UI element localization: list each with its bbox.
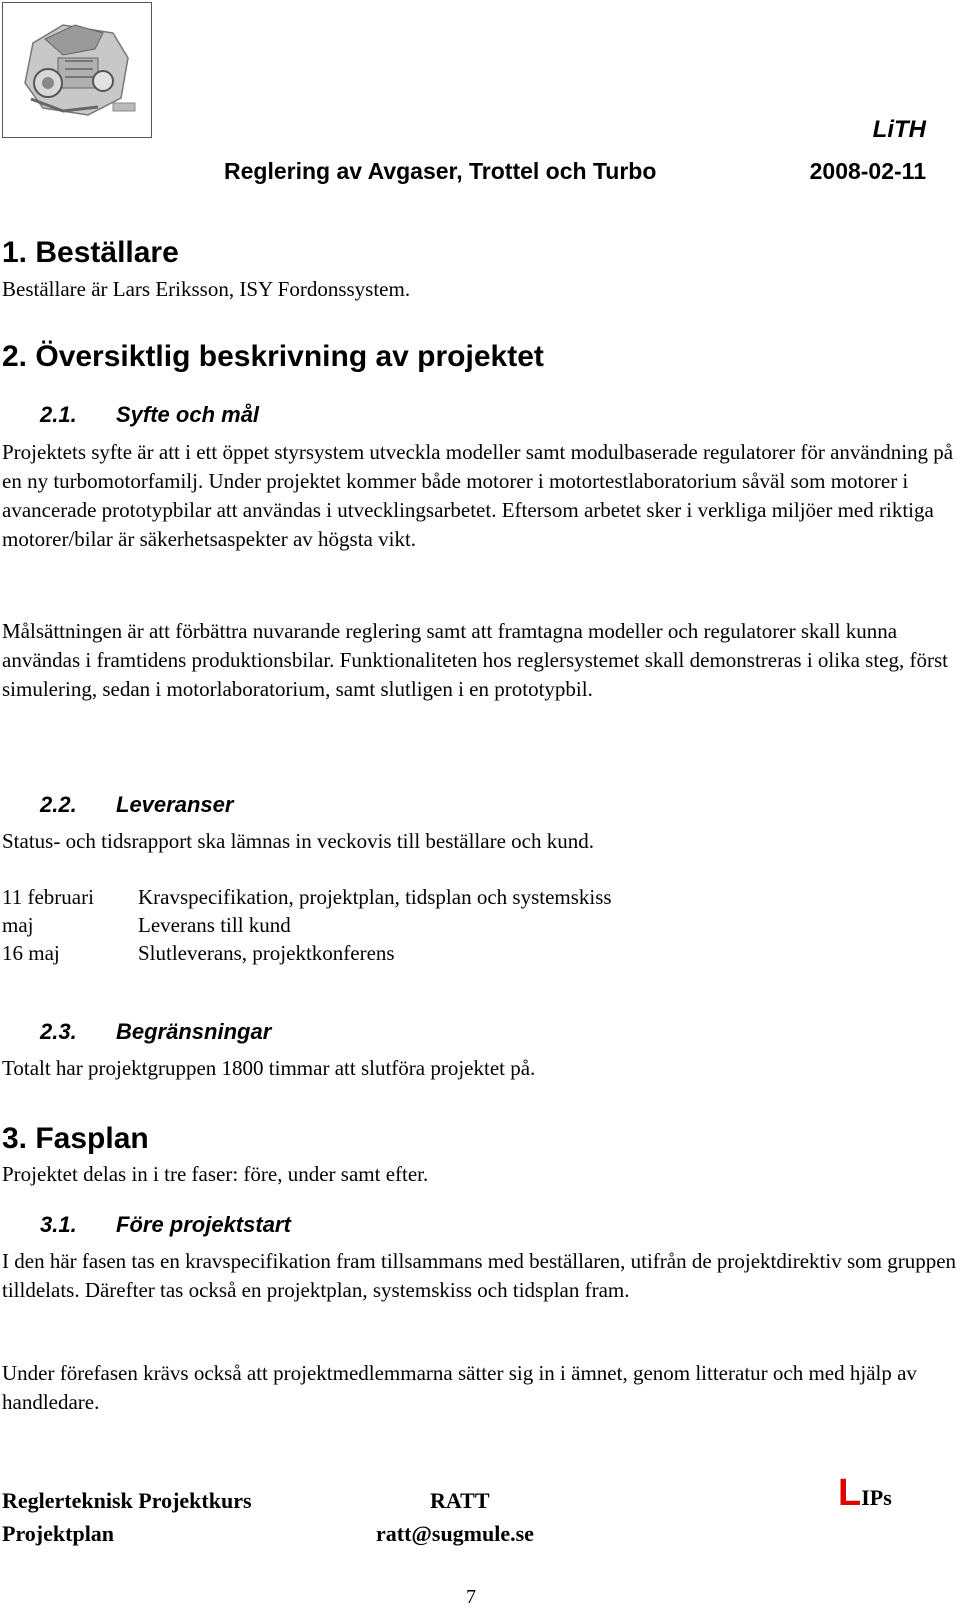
section-number: 2.2. bbox=[40, 792, 77, 817]
engine-icon bbox=[3, 3, 150, 136]
begransningar-text: Totalt har projektgruppen 1800 timmar att slutföra projektet på. bbox=[2, 1056, 536, 1080]
heading-bestallare: 1. Beställare bbox=[2, 236, 179, 269]
lips-logo-l: L bbox=[838, 1472, 862, 1514]
heading-begransningar bbox=[0, 1019, 600, 1049]
bestallare-text: Beställare är Lars Eriksson, ISY Fordonssystem. bbox=[2, 277, 411, 301]
footer-group: RATT bbox=[430, 1488, 490, 1513]
heading-fasplan: 3. Fasplan bbox=[2, 1122, 149, 1155]
footer-doc: Projektplan bbox=[2, 1521, 115, 1546]
heading-oversiktlig-beskrivning: 2. Översiktlig beskrivning av projektet bbox=[2, 340, 544, 373]
syfte-paragraph-2: Målsättningen är att förbättra nuvarande reglering samt att framtagna modeller och regulatorer skall kunna användas i framtidens produktionsbilar. Funktionaliteten hos reglersystemet skall demonstreras i olika steg, först simulering, sedan i motorlaboratorium, samt slutligen i en prototypbil. bbox=[2, 619, 948, 701]
heading-leveranser bbox=[0, 792, 600, 822]
delivery-date: maj bbox=[2, 913, 34, 937]
delivery-row bbox=[2, 911, 902, 940]
lips-logo bbox=[838, 1472, 892, 1515]
leveranser-intro: Status- och tidsrapport ska lämnas in veckovis till beställare och kund. bbox=[2, 829, 594, 853]
fore-paragraph-1: I den här fasen tas en kravspecifikation fram tillsammans med beställaren, utifrån de projektdirektiv som gruppen tilldelats. Därefter tas också en projektplan, systemskiss och tidsplan fram. bbox=[2, 1249, 957, 1302]
footer-email: ratt@sugmule.se bbox=[376, 1521, 534, 1546]
fasplan-text: Projektet delas in i tre faser: före, under samt efter. bbox=[2, 1162, 429, 1186]
engine-image bbox=[2, 2, 152, 138]
fore-paragraph-2: Under förefasen krävs också att projektmedlemmarna sätter sig in i ämnet, genom litteratur och med hjälp av handledare. bbox=[2, 1361, 917, 1414]
delivery-item: Kravspecifikation, projektplan, tidsplan och systemskiss bbox=[138, 885, 612, 909]
section-number: 2.3. bbox=[40, 1019, 77, 1044]
delivery-date: 11 februari bbox=[2, 885, 94, 909]
document-date: 2008-02-11 bbox=[809, 158, 926, 184]
section-number: 2.1. bbox=[40, 402, 77, 427]
lith-logo: LiTH bbox=[872, 116, 926, 143]
delivery-date: 16 maj bbox=[2, 941, 60, 965]
section-number: 3.1. bbox=[40, 1212, 77, 1237]
heading-syfte-och-mal bbox=[0, 402, 600, 432]
syfte-paragraph-1: Projektets syfte är att i ett öppet styrsystem utveckla modeller samt modulbaserade regulatorer för användning på en ny turbomotorfamilj. Under projektet kommer både motorer i motortestlaboratorium såväl som motorer i avancerade prototypbilar att användas i utvecklingsarbetet. Eftersom arbetet sker i verkliga miljöer med riktiga motorer/bilar är säkerhetsaspekter av högsta vikt. bbox=[2, 440, 954, 551]
page-number: 7 bbox=[466, 1586, 476, 1608]
delivery-row bbox=[2, 939, 902, 968]
section-title: Före projektstart bbox=[116, 1212, 291, 1237]
heading-fore-projektstart bbox=[0, 1212, 600, 1242]
document-title: Reglering av Avgaser, Trottel och Turbo bbox=[224, 158, 657, 184]
section-title: Begränsningar bbox=[116, 1019, 272, 1044]
delivery-item: Slutleverans, projektkonferens bbox=[138, 941, 395, 965]
section-title: Leveranser bbox=[116, 792, 234, 817]
delivery-item: Leverans till kund bbox=[138, 913, 291, 937]
section-title: Syfte och mål bbox=[116, 402, 260, 427]
lips-logo-rest: IPs bbox=[861, 1485, 892, 1510]
delivery-row bbox=[2, 883, 902, 912]
footer-course: Reglerteknisk Projektkurs bbox=[2, 1488, 252, 1513]
